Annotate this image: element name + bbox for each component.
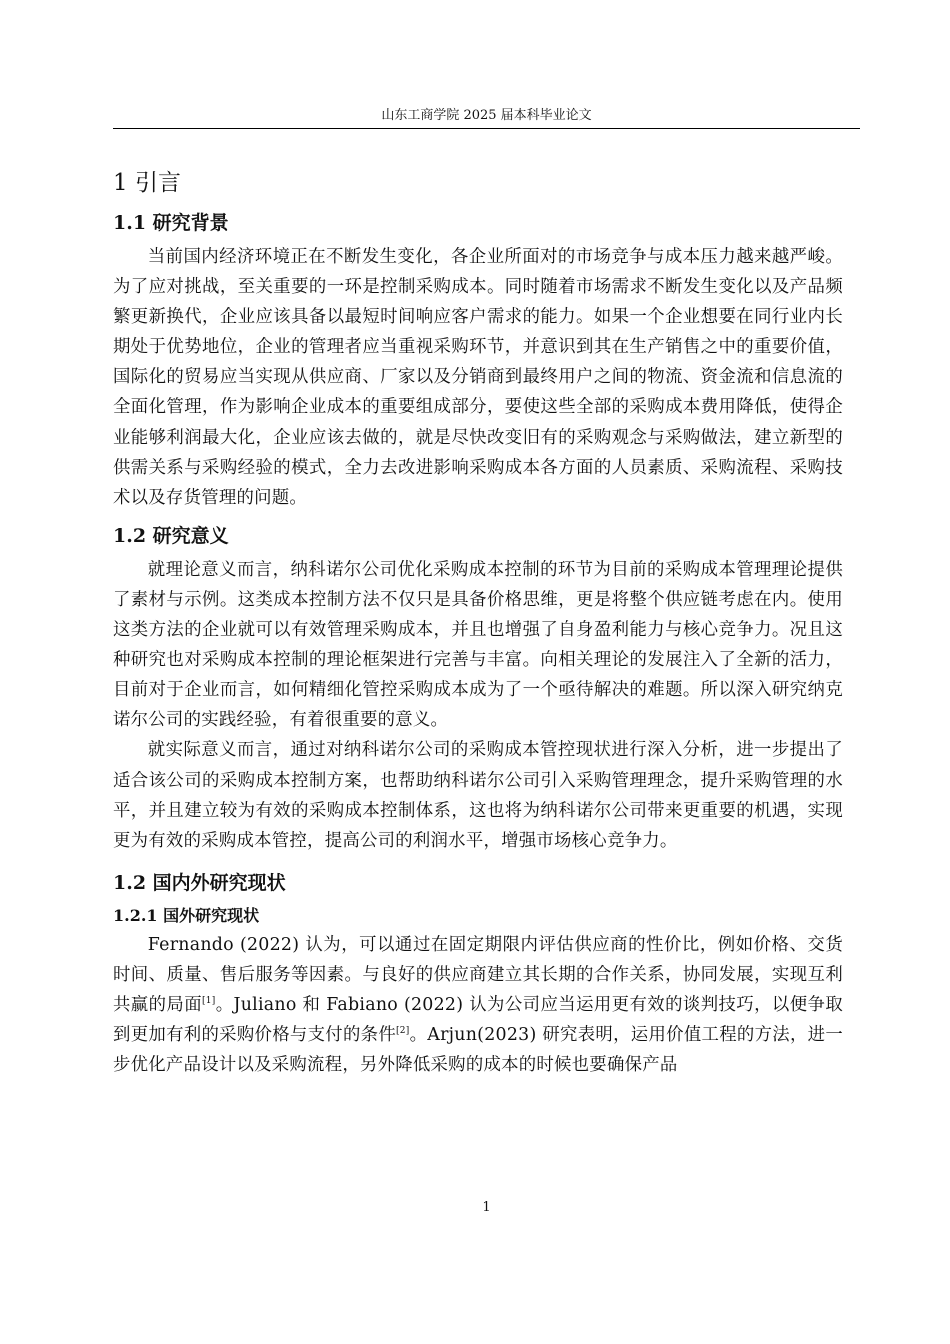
page-number: 1 [482,1200,491,1215]
section-title-background: 1.1 研究背景 [113,212,229,234]
running-header: 山东工商学院 2025 届本科毕业论文 [381,108,592,123]
section-title-research-status: 1.2 国内外研究现状 [113,871,286,894]
paragraph-theory-significance: 就理论意义而言，纳科诺尔公司优化采购成本控制的环节为目前的采购成本管理理论提供了素材与示例。这类成本控制方法不仅只是具备价格思维，更是将整个供应链考虑在内。使用这类方法的企业就可以有效管理采购成本，并且也增强了自身盈利能力与核心竞争力。况且这种研究也对采购成本控制的理论框架进行完善与丰富。向相关理论的发展注入了全新的活力，目前对于企业而言，如何精细化管控采购成本成为了一个亟待解决的难题。所以深入研究纳克诺尔公司的实践经验，有着很重要的意义。 [113,559,843,731]
subsection-title-foreign-research: 1.2.1 国外研究现状 [113,905,260,925]
citation-1: [1] [202,995,216,1006]
page-content [113,160,843,1080]
section-title-significance: 1.2 研究意义 [113,524,229,547]
text-segment: 。Juliano 和 Fabiano (2022) 认为公司应当运用更有效的谈判技巧，以便争取到更加有利的采购价格与支付的条件 [113,994,843,1046]
chapter-title: 1 引言 [113,170,181,196]
citation-2: [2] [396,1026,410,1037]
paragraph-practical-significance: 就实际意义而言，通过对纳科诺尔公司的采购成本管控现状进行深入分析，进一步提出了适合该公司的采购成本控制方案，也帮助纳科诺尔公司引入采购管理理念，提升采购管理的水平，并且建立较为有效的采购成本控制体系，这也将为纳科诺尔公司带来更重要的机遇，实现更为有效的采购成本管控，提高公司的利润水平，增强市场核心竞争力。 [113,740,843,851]
paragraph-foreign-research [113,930,843,1080]
header-rule [113,128,860,129]
text-segment: Fernando (2022) 认为，可以通过在固定期限内评估供应商的性价比，例如价格、交货时间、质量、售后服务等因素。与良好的供应商建立其长期的合作关系，协同发展，实现互利共赢的局面 [113,934,843,1015]
text-segment: 。Arjun(2023) 研究表明，运用价值工程的方法，进一步优化产品设计以及采购流程，另外降低采购的成本的时候也要确保产品 [113,1025,843,1076]
paragraph-background: 当前国内经济环境正在不断发生变化，各企业所面对的市场竞争与成本压力越来越严峻。为了应对挑战，至关重要的一环是控制采购成本。同时随着市场需求不断发生变化以及产品频繁更新换代，企业应该具备以最短时间响应客户需求的能力。如果一个企业想要在同行业内长期处于优势地位，企业的管理者应当重视采购环节，并意识到其在生产销售之中的重要价值，国际化的贸易应当实现从供应商、厂家以及分销商到最终用户之间的物流、资金流和信息流的全面化管理，作为影响企业成本的重要组成部分，要使这些全部的采购成本费用降低，使得企业能够利润最大化，企业应该去做的，就是尽快改变旧有的采购观念与采购做法，建立新型的供需关系与采购经验的模式，全力去改进影响采购成本各方面的人员素质、采购流程、采购技术以及存货管理的问题。 [113,247,843,508]
